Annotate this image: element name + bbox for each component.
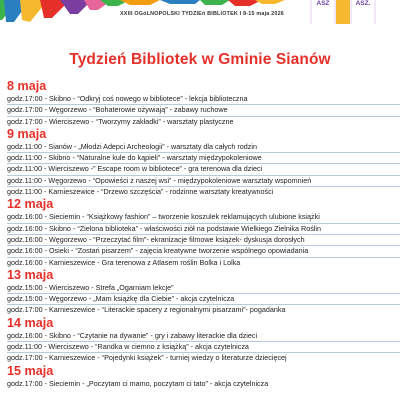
day-9-maja [7, 127, 400, 197]
event-row: godz.16:00 - Karnieszewice - Gra terenowa z Atlasem roślin Bolka i Lolka [7, 257, 241, 267]
day-8-maja [7, 79, 400, 127]
page-title: Tydzień Bibliotek w Gminie Sianów [69, 51, 331, 68]
day-heading: 12 maja [7, 197, 54, 212]
event-row: godz.16:00 - Węgorzewo - “Przeczytać film”- ekranizacje filmowe książek- dyskusja dorosłych [7, 235, 400, 246]
event-row: godz.17:00 - Węgorzewo - “Bohaterowie ożywiają” - zabawy ruchowe [7, 105, 400, 116]
day-heading: 14 maja [7, 315, 54, 330]
event-row: godz.16:00 - Skibno - “Czytanie na dywanie” - gry i zabawy literackie dla dzieci [7, 331, 400, 342]
event-row: godz.16:00 - Skibno - “Zielona biblioteka” - właściwości ziół na podstawie Wielkiego Zielnika Roślin [7, 224, 400, 235]
event-row: godz.11:00 - Wierciszewo -” Escape room w bibliotece” - gra terenowa dla dzieci [7, 164, 400, 175]
event-row: godz.17:00 - Wierciszewo - “Tworzymy zakładki” - warsztaty plastyczne [7, 116, 234, 126]
day-heading: 13 maja [7, 267, 54, 282]
banner [0, 0, 400, 24]
event-row: godz.11:00 - Węgorzewo - “Opowieści z naszej wsi” - międzypokoleniowe warsztaty wspomnień [7, 176, 400, 187]
event-row: godz.11:00 - Karnieszewice - “Drzewo szczęścia” - rodzinne warsztaty kreatywności [7, 187, 274, 197]
event-row: godz.16:00 - Sieciemin - “Książkowy fashion” – tworzenie koszulek reklamujących ulubione książki [7, 212, 400, 223]
banner-tag-left: ASZ [312, 0, 334, 24]
day-heading: 15 maja [7, 363, 54, 378]
event-row: godz.17:00 - Sieciemin - „Poczytam ci mamo, poczytam ci tato” - akcja czytelnicza [7, 378, 269, 388]
day-heading: 8 maja [7, 79, 47, 93]
event-row: godz.11:00 - Skibno - “Naturalne kule do kąpieli” - warsztaty międzypokoleniowe [7, 153, 400, 164]
event-row: godz.15:00 - Węgorzewo - „Mam książkę dla Ciebie” - akcja czytelnicza [7, 294, 400, 305]
event-row: godz.11:00 - Wierciszewo - “Randka w ciemno z książką” - akcja czytelnicza [7, 342, 400, 353]
day-12-maja [7, 197, 400, 267]
day-14-maja [7, 316, 400, 364]
day-heading: 9 maja [7, 126, 47, 141]
banner-tag-right: ASZ. [352, 0, 374, 24]
day-15-maja [7, 364, 400, 389]
event-row: godz.17:00 - Karnieszewice - “Literackie spacery z regionalnymi pisarzami”- pogadanka [7, 305, 286, 315]
day-13-maja [7, 268, 400, 316]
event-row: godz.17:00 - Karnieszewice - “Pojedynki książek” - turniej wiedzy o literaturze dziecięcej [7, 353, 287, 363]
event-row: godz.16:00 - Osieki - “Zostań pisarzem” - zajęcia kreatywne tworzenie wspólnego opowiadania [7, 246, 400, 257]
schedule [7, 79, 400, 389]
event-row: godz.11:00 - Sianów - „Młodzi Adepci Archeologii” - warsztaty dla całych rodzin [7, 142, 400, 153]
event-row: godz.17:00 - Skibno - “Odkryj coś nowego w bibliotece” - lekcja biblioteczna [7, 94, 400, 105]
event-row: godz.15:00 - Wierciszewo - Strefa „Ogarniam lekcje” [7, 283, 400, 294]
banner-text: XXIII OGóLNOPOLSKI TYDZIEń BIBLIOTEK I 8-15 maja 2026 [120, 11, 284, 17]
